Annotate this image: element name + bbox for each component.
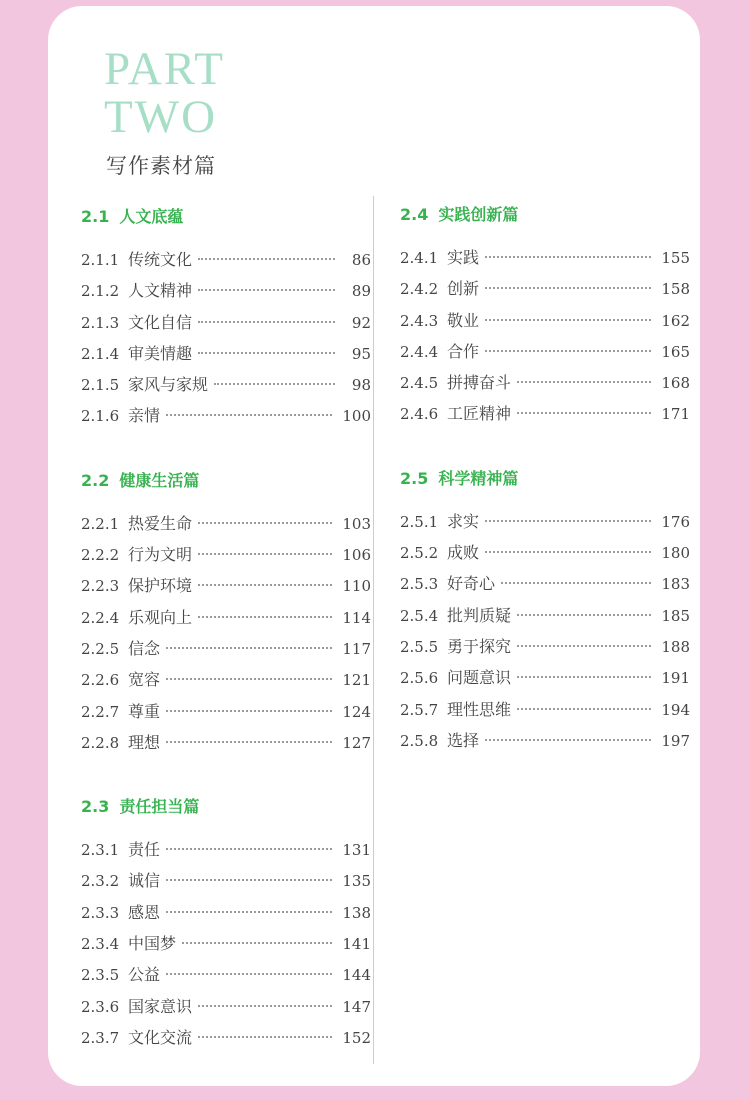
entry-page-number: 188: [661, 637, 690, 656]
entry-title: 国家意识: [128, 996, 193, 1016]
entry-title: 实践: [447, 248, 480, 267]
toc-entry[interactable]: [81, 338, 371, 369]
dot-leader: [517, 614, 651, 616]
dot-leader: [517, 708, 651, 710]
dot-leader: [485, 551, 651, 553]
entry-page-number: 103: [342, 514, 371, 533]
entry-title: 热爱生命: [128, 513, 193, 533]
dot-leader: [166, 741, 332, 743]
toc-entry[interactable]: [400, 506, 690, 537]
entry-number: 2.1.2: [81, 282, 120, 301]
entry-number: 2.4.6: [400, 405, 439, 424]
entry-title: 工匠精神: [447, 404, 512, 424]
entry-number: 2.4.1: [400, 249, 439, 267]
entry-title: 审美情趣: [128, 343, 193, 363]
entry-page-number: 147: [342, 997, 371, 1016]
section-number: 2.3: [81, 797, 110, 817]
toc-column-right: [400, 202, 690, 792]
toc-entry[interactable]: [81, 244, 371, 275]
dot-leader: [517, 412, 651, 414]
entry-number: 2.2.3: [81, 577, 120, 596]
toc-entry[interactable]: [81, 1022, 371, 1053]
entry-page-number: 135: [342, 872, 371, 891]
entry-page-number: 138: [342, 903, 371, 922]
toc-entry[interactable]: [400, 631, 690, 662]
section-title: 健康生活篇: [119, 470, 200, 490]
dot-leader: [198, 321, 335, 323]
toc-entry[interactable]: [81, 369, 371, 400]
dot-leader: [485, 319, 651, 321]
entry-title: 文化交流: [128, 1027, 193, 1047]
entry-title: 拼搏奋斗: [447, 373, 512, 393]
entry-page-number: 194: [661, 700, 690, 719]
toc-entry[interactable]: [81, 307, 371, 338]
dot-leader: [485, 256, 651, 258]
entry-page-number: 86: [351, 251, 371, 269]
dot-leader: [517, 381, 651, 383]
toc-entry[interactable]: [400, 398, 690, 429]
entry-title: 乐观向上: [128, 607, 193, 627]
entry-title: 公益: [128, 965, 161, 985]
dot-leader: [166, 678, 332, 680]
section-heading[interactable]: [81, 204, 371, 230]
entry-title: 创新: [447, 279, 480, 299]
entry-number: 2.5.8: [400, 731, 439, 750]
toc-entry[interactable]: [81, 570, 371, 601]
entry-title: 尊重: [128, 701, 161, 721]
dot-leader: [198, 522, 332, 524]
entry-title: 行为文明: [128, 545, 193, 565]
dot-leader: [166, 973, 332, 975]
dot-leader: [166, 414, 332, 416]
toc-entry[interactable]: [81, 275, 371, 306]
entry-title: 信念: [128, 638, 161, 658]
toc-entry[interactable]: [400, 242, 690, 273]
dot-leader: [198, 258, 335, 260]
section-heading[interactable]: [81, 794, 371, 820]
entry-page-number: 100: [342, 407, 371, 426]
dot-leader: [485, 739, 651, 741]
entry-number: 2.1.6: [81, 407, 120, 426]
entry-page-number: 98: [351, 376, 371, 395]
entry-number: 2.2.8: [81, 733, 120, 752]
dot-leader: [198, 1036, 332, 1038]
entry-page-number: 131: [342, 841, 371, 860]
toc-entry[interactable]: [81, 897, 371, 928]
toc-entry[interactable]: [81, 602, 371, 633]
entry-number: 2.3.6: [81, 997, 120, 1016]
entry-number: 2.5.1: [400, 512, 439, 531]
entry-title: 好奇心: [447, 574, 496, 594]
toc-entry[interactable]: [400, 273, 690, 304]
entry-page-number: 124: [342, 702, 371, 721]
toc-entry[interactable]: [81, 508, 371, 539]
entry-number: 2.2.2: [81, 546, 120, 565]
entry-page-number: 176: [661, 512, 690, 531]
entry-number: 2.5.3: [400, 575, 439, 594]
section-heading[interactable]: [400, 202, 690, 228]
section-number: 2.5: [400, 468, 429, 488]
entry-number: 2.3.3: [81, 903, 120, 922]
toc-entry[interactable]: [400, 568, 690, 599]
entry-page-number: 152: [342, 1028, 371, 1047]
entry-title: 勇于探究: [447, 636, 512, 656]
entry-title: 诚信: [128, 871, 161, 891]
toc-section: [400, 202, 690, 430]
entry-title: 责任: [128, 840, 161, 860]
entry-title: 宽容: [128, 670, 161, 690]
toc-entry[interactable]: [81, 959, 371, 990]
section-title: 责任担当篇: [119, 797, 200, 817]
entry-number: 2.3.2: [81, 872, 120, 891]
toc-entry[interactable]: [400, 305, 690, 336]
entry-page-number: 89: [351, 282, 371, 301]
dot-leader: [485, 287, 651, 289]
entry-number: 2.1.5: [81, 376, 120, 395]
section-title: 科学精神篇: [438, 468, 519, 488]
entry-page-number: 92: [351, 313, 371, 332]
toc-entry[interactable]: [81, 633, 371, 664]
entry-number: 2.5.2: [400, 544, 439, 563]
entry-number: 2.5.7: [400, 700, 439, 719]
toc-entry[interactable]: [400, 336, 690, 367]
toc-section: [81, 794, 371, 1053]
section-heading[interactable]: [400, 466, 690, 492]
entry-number: 2.2.4: [81, 608, 120, 627]
dot-leader: [182, 942, 332, 944]
toc-section: [81, 468, 371, 758]
section-title: 实践创新篇: [438, 205, 519, 224]
dot-leader: [501, 582, 651, 584]
dot-leader: [517, 676, 651, 678]
part-label-line1: PART: [104, 43, 226, 95]
entry-page-number: 121: [342, 671, 371, 690]
dot-leader: [485, 350, 651, 352]
entry-page-number: 155: [661, 249, 690, 267]
entry-page-number: 197: [661, 731, 690, 750]
entry-number: 2.1.4: [81, 344, 120, 363]
entry-title: 保护环境: [128, 576, 193, 596]
dot-leader: [166, 879, 332, 881]
entry-number: 2.4.3: [400, 311, 439, 330]
entry-number: 2.3.7: [81, 1028, 120, 1047]
entry-title: 家风与家规: [128, 375, 209, 395]
entry-title: 合作: [447, 341, 480, 361]
entry-page-number: 183: [661, 575, 690, 594]
toc-entry[interactable]: [81, 865, 371, 896]
dot-leader: [198, 616, 332, 618]
section-heading[interactable]: [81, 468, 371, 494]
entry-title: 中国梦: [128, 934, 177, 954]
toc-entry[interactable]: [81, 991, 371, 1022]
entry-number: 2.4.2: [400, 280, 439, 299]
entry-page-number: 141: [342, 935, 371, 954]
entry-title: 选择: [447, 730, 480, 750]
entry-title: 理想: [128, 732, 161, 752]
toc-column-left: [81, 204, 371, 1089]
toc-entry[interactable]: [400, 600, 690, 631]
entry-number: 2.2.6: [81, 671, 120, 690]
entry-page-number: 171: [661, 405, 690, 424]
entry-page-number: 165: [661, 342, 690, 361]
section-number: 2.2: [81, 470, 110, 490]
dot-leader: [517, 645, 651, 647]
entry-page-number: 117: [342, 639, 371, 658]
entry-number: 2.1.1: [81, 251, 120, 269]
dot-leader: [198, 352, 335, 354]
entry-page-number: 106: [342, 546, 371, 565]
toc-section: [81, 204, 371, 432]
section-title: 人文底蕴: [119, 207, 184, 226]
entry-title: 亲情: [128, 406, 161, 426]
entry-number: 2.1.3: [81, 313, 120, 332]
entry-title: 敬业: [447, 310, 480, 330]
dot-leader: [166, 848, 332, 850]
entry-page-number: 168: [661, 374, 690, 393]
entry-title: 求实: [447, 511, 480, 531]
toc-entry[interactable]: [400, 662, 690, 693]
section-number: 2.1: [81, 207, 110, 226]
dot-leader: [198, 553, 332, 555]
dot-leader: [198, 584, 332, 586]
entry-title: 问题意识: [447, 668, 512, 688]
toc-section: [400, 466, 690, 756]
entry-number: 2.2.1: [81, 514, 120, 533]
entry-title: 批判质疑: [447, 605, 512, 625]
dot-leader: [198, 1005, 332, 1007]
toc-entry[interactable]: [81, 664, 371, 695]
toc-entry[interactable]: [81, 400, 371, 431]
toc-entry[interactable]: [81, 696, 371, 727]
section-number: 2.4: [400, 205, 429, 224]
entry-page-number: 110: [342, 577, 371, 596]
entry-number: 2.3.5: [81, 966, 120, 985]
dot-leader: [485, 520, 651, 522]
entry-page-number: 95: [351, 344, 371, 363]
entry-page-number: 158: [661, 280, 690, 299]
toc-card: [48, 6, 700, 1086]
entry-number: 2.4.5: [400, 374, 439, 393]
entry-page-number: 191: [661, 669, 690, 688]
part-label-line2: TWO: [104, 91, 218, 143]
entry-number: 2.5.6: [400, 669, 439, 688]
toc-entry[interactable]: [400, 694, 690, 725]
toc-entry[interactable]: [400, 537, 690, 568]
entry-number: 2.5.4: [400, 606, 439, 625]
toc-entry[interactable]: [81, 539, 371, 570]
entry-number: 2.2.5: [81, 639, 120, 658]
entry-number: 2.3.4: [81, 935, 120, 954]
entry-title: 文化自信: [128, 312, 193, 332]
entry-number: 2.2.7: [81, 702, 120, 721]
entry-number: 2.3.1: [81, 841, 120, 860]
entry-page-number: 162: [661, 311, 690, 330]
entry-page-number: 127: [342, 733, 371, 752]
toc-entry[interactable]: [81, 928, 371, 959]
entry-title: 传统文化: [128, 250, 193, 269]
entry-page-number: 180: [661, 544, 690, 563]
entry-title: 理性思维: [447, 699, 512, 719]
entry-title: 成败: [447, 543, 480, 563]
entry-number: 2.4.4: [400, 342, 439, 361]
toc-entry[interactable]: [400, 367, 690, 398]
part-title: 写作素材篇: [106, 154, 216, 178]
entry-number: 2.5.5: [400, 637, 439, 656]
dot-leader: [214, 383, 335, 385]
dot-leader: [198, 289, 335, 291]
dot-leader: [166, 710, 332, 712]
toc-entry[interactable]: [400, 725, 690, 756]
column-divider: [373, 196, 374, 1064]
entry-title: 人文精神: [128, 281, 193, 301]
dot-leader: [166, 647, 332, 649]
toc-entry[interactable]: [81, 727, 371, 758]
entry-page-number: 144: [342, 966, 371, 985]
entry-title: 感恩: [128, 902, 161, 922]
entry-page-number: 114: [342, 608, 371, 627]
dot-leader: [166, 911, 332, 913]
entry-page-number: 185: [661, 606, 690, 625]
toc-entry[interactable]: [81, 834, 371, 865]
